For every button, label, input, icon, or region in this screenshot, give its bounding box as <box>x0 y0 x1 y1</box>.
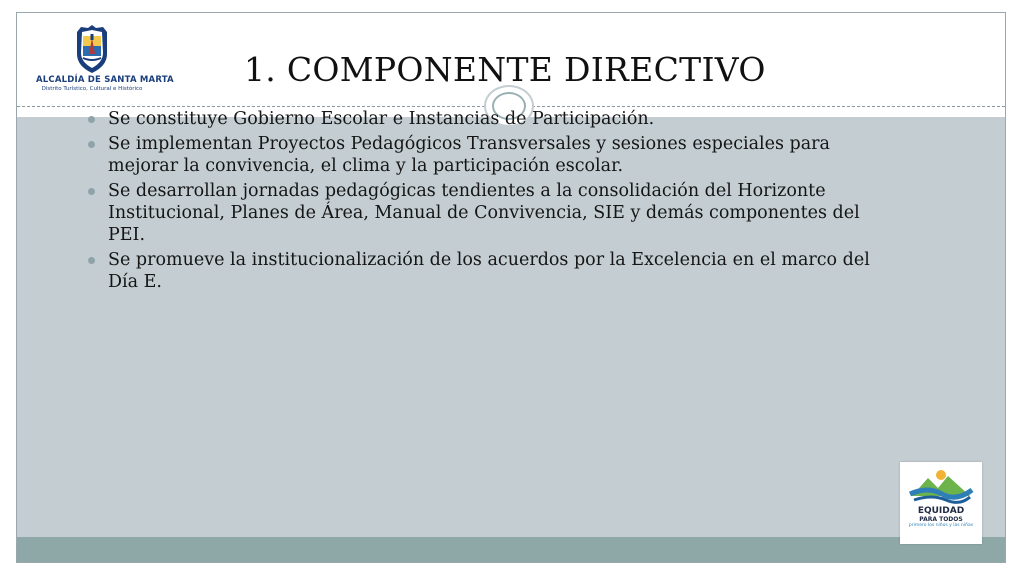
bottom-band <box>17 537 1005 562</box>
alcaldia-logo <box>36 24 174 102</box>
bullet-icon <box>88 257 95 264</box>
equidad-title: EQUIDAD <box>917 506 965 516</box>
bullet-text: Se constituye Gobierno Escolar e Instancias de Participación. <box>108 109 655 129</box>
bullet-icon <box>88 141 95 148</box>
equidad-mountain-icon <box>908 466 974 506</box>
bullet-item <box>84 133 884 177</box>
bullet-list <box>84 108 884 296</box>
bullet-item <box>84 180 884 246</box>
equidad-logo <box>900 462 982 544</box>
logo-subtitle: Distrito Turístico, Cultural e Histórico <box>41 86 143 92</box>
bullet-icon <box>88 116 95 123</box>
bullet-text: Se promueve la institucionalización de los acuerdos por la Excelencia en el marco del Día E. <box>108 250 870 292</box>
bullet-text: Se desarrollan jornadas pedagógicas tendientes a la consolidación del Horizonte Institucional, Planes de Área, Manual de Convivencia, SIE y demás componentes del PEI. <box>108 181 860 245</box>
city-shield-icon <box>74 24 110 74</box>
slide-title: 1. COMPONENTE DIRECTIVO <box>244 50 766 89</box>
bullet-text: Se implementan Proyectos Pedagógicos Transversales y sesiones especiales para mejorar la convivencia, el clima y la participación escolar. <box>108 134 830 176</box>
bullet-icon <box>88 188 95 195</box>
logo-name: ALCALDÍA DE SANTA MARTA <box>36 75 174 85</box>
equidad-tagline: primero los niños y las niñas <box>908 523 974 528</box>
bullet-item <box>84 249 884 293</box>
equidad-subtitle: PARA TODOS <box>919 516 963 523</box>
bullet-item <box>84 108 884 130</box>
